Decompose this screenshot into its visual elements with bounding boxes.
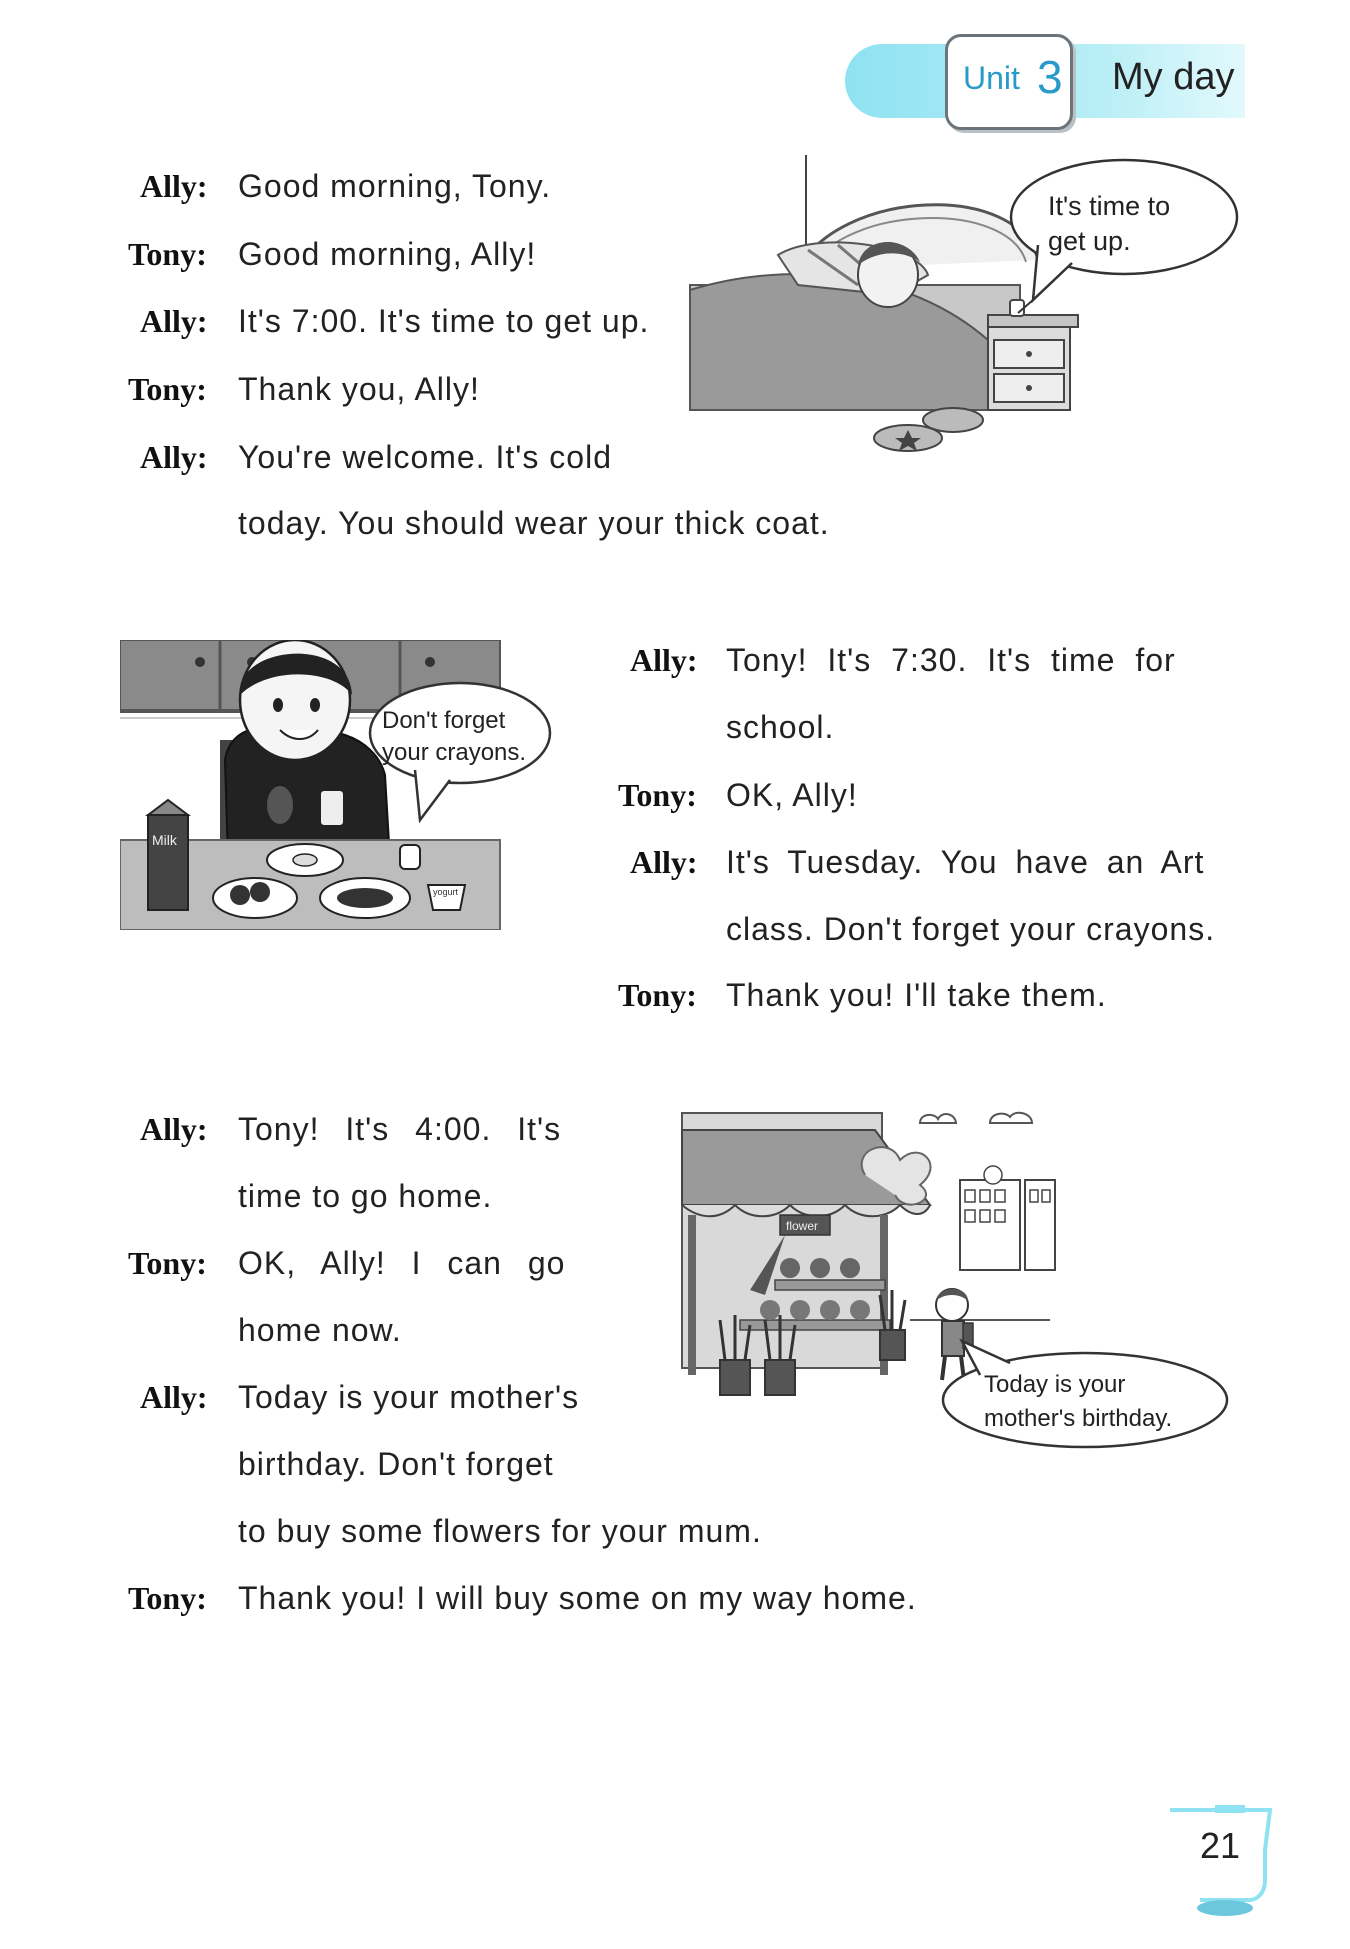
dialogue-line: You're welcome. It's cold	[238, 439, 612, 475]
speaker-tony: Tony:	[128, 371, 207, 407]
speaker-tony: Tony:	[128, 1245, 207, 1281]
dialogue-line: home now.	[238, 1312, 402, 1348]
dialogue-line: birthday. Don't forget	[238, 1446, 554, 1482]
dialogue-line: Thank you, Ally!	[238, 371, 480, 407]
bubble-text: mother's birthday.	[984, 1405, 1173, 1432]
dialogue-line: Good morning, Ally!	[238, 236, 537, 272]
shop-sign: flower	[786, 1219, 819, 1233]
milk-label: Milk	[152, 832, 177, 848]
unit-label: Unit	[963, 60, 1020, 96]
speaker-ally: Ally:	[140, 303, 208, 339]
dialogue-line: It's Tuesday. You have an Art	[726, 844, 1205, 880]
dialogue-line: OK, Ally!	[726, 777, 858, 813]
dialogue-line: Tony! It's 4:00. It's	[238, 1111, 562, 1147]
bubble-text: get up.	[1048, 226, 1131, 256]
page-number: 21	[1200, 1825, 1241, 1866]
dialogue-line: class. Don't forget your crayons.	[726, 911, 1216, 947]
unit-number: 3	[1037, 51, 1063, 103]
dialogue-line: today. You should wear your thick coat.	[238, 505, 830, 541]
dialogue-line: Good morning, Tony.	[238, 168, 552, 204]
dialogue-line: school.	[726, 709, 835, 745]
bubble-text: Today is your	[984, 1371, 1126, 1398]
bubble-text: Don't forget	[382, 707, 506, 734]
speaker-tony: Tony:	[618, 977, 697, 1013]
dialogue-line: OK, Ally! I can go	[238, 1245, 566, 1281]
speaker-ally: Ally:	[140, 168, 208, 204]
dialogue-line: Thank you! I will buy some on my way home.	[238, 1580, 917, 1616]
dialogue-line: Thank you! I'll take them.	[726, 977, 1107, 1013]
speaker-ally: Ally:	[140, 1379, 208, 1415]
speaker-ally: Ally:	[630, 844, 698, 880]
dialogue-line: Tony! It's 7:30. It's time for	[726, 642, 1176, 678]
speaker-ally: Ally:	[140, 439, 208, 475]
speaker-tony: Tony:	[128, 1580, 207, 1616]
speaker-ally: Ally:	[630, 642, 698, 678]
breakfast-illustration	[120, 640, 580, 930]
speaker-tony: Tony:	[128, 236, 207, 272]
speaker-ally: Ally:	[140, 1111, 208, 1147]
flower-shop-illustration	[680, 1105, 1240, 1455]
unit-title: My day	[1112, 56, 1235, 98]
yogurt-label: yogurt	[433, 887, 459, 897]
dialogue-line: Today is your mother's	[238, 1379, 580, 1415]
speaker-tony: Tony:	[618, 777, 697, 813]
bubble-text: your crayons.	[382, 739, 527, 766]
dialogue-line: time to go home.	[238, 1178, 493, 1214]
bubble-text: It's time to	[1048, 191, 1171, 221]
bedroom-illustration	[688, 150, 1248, 470]
dialogue-line: to buy some flowers for your mum.	[238, 1513, 762, 1549]
dialogue-line: It's 7:00. It's time to get up.	[238, 303, 650, 339]
